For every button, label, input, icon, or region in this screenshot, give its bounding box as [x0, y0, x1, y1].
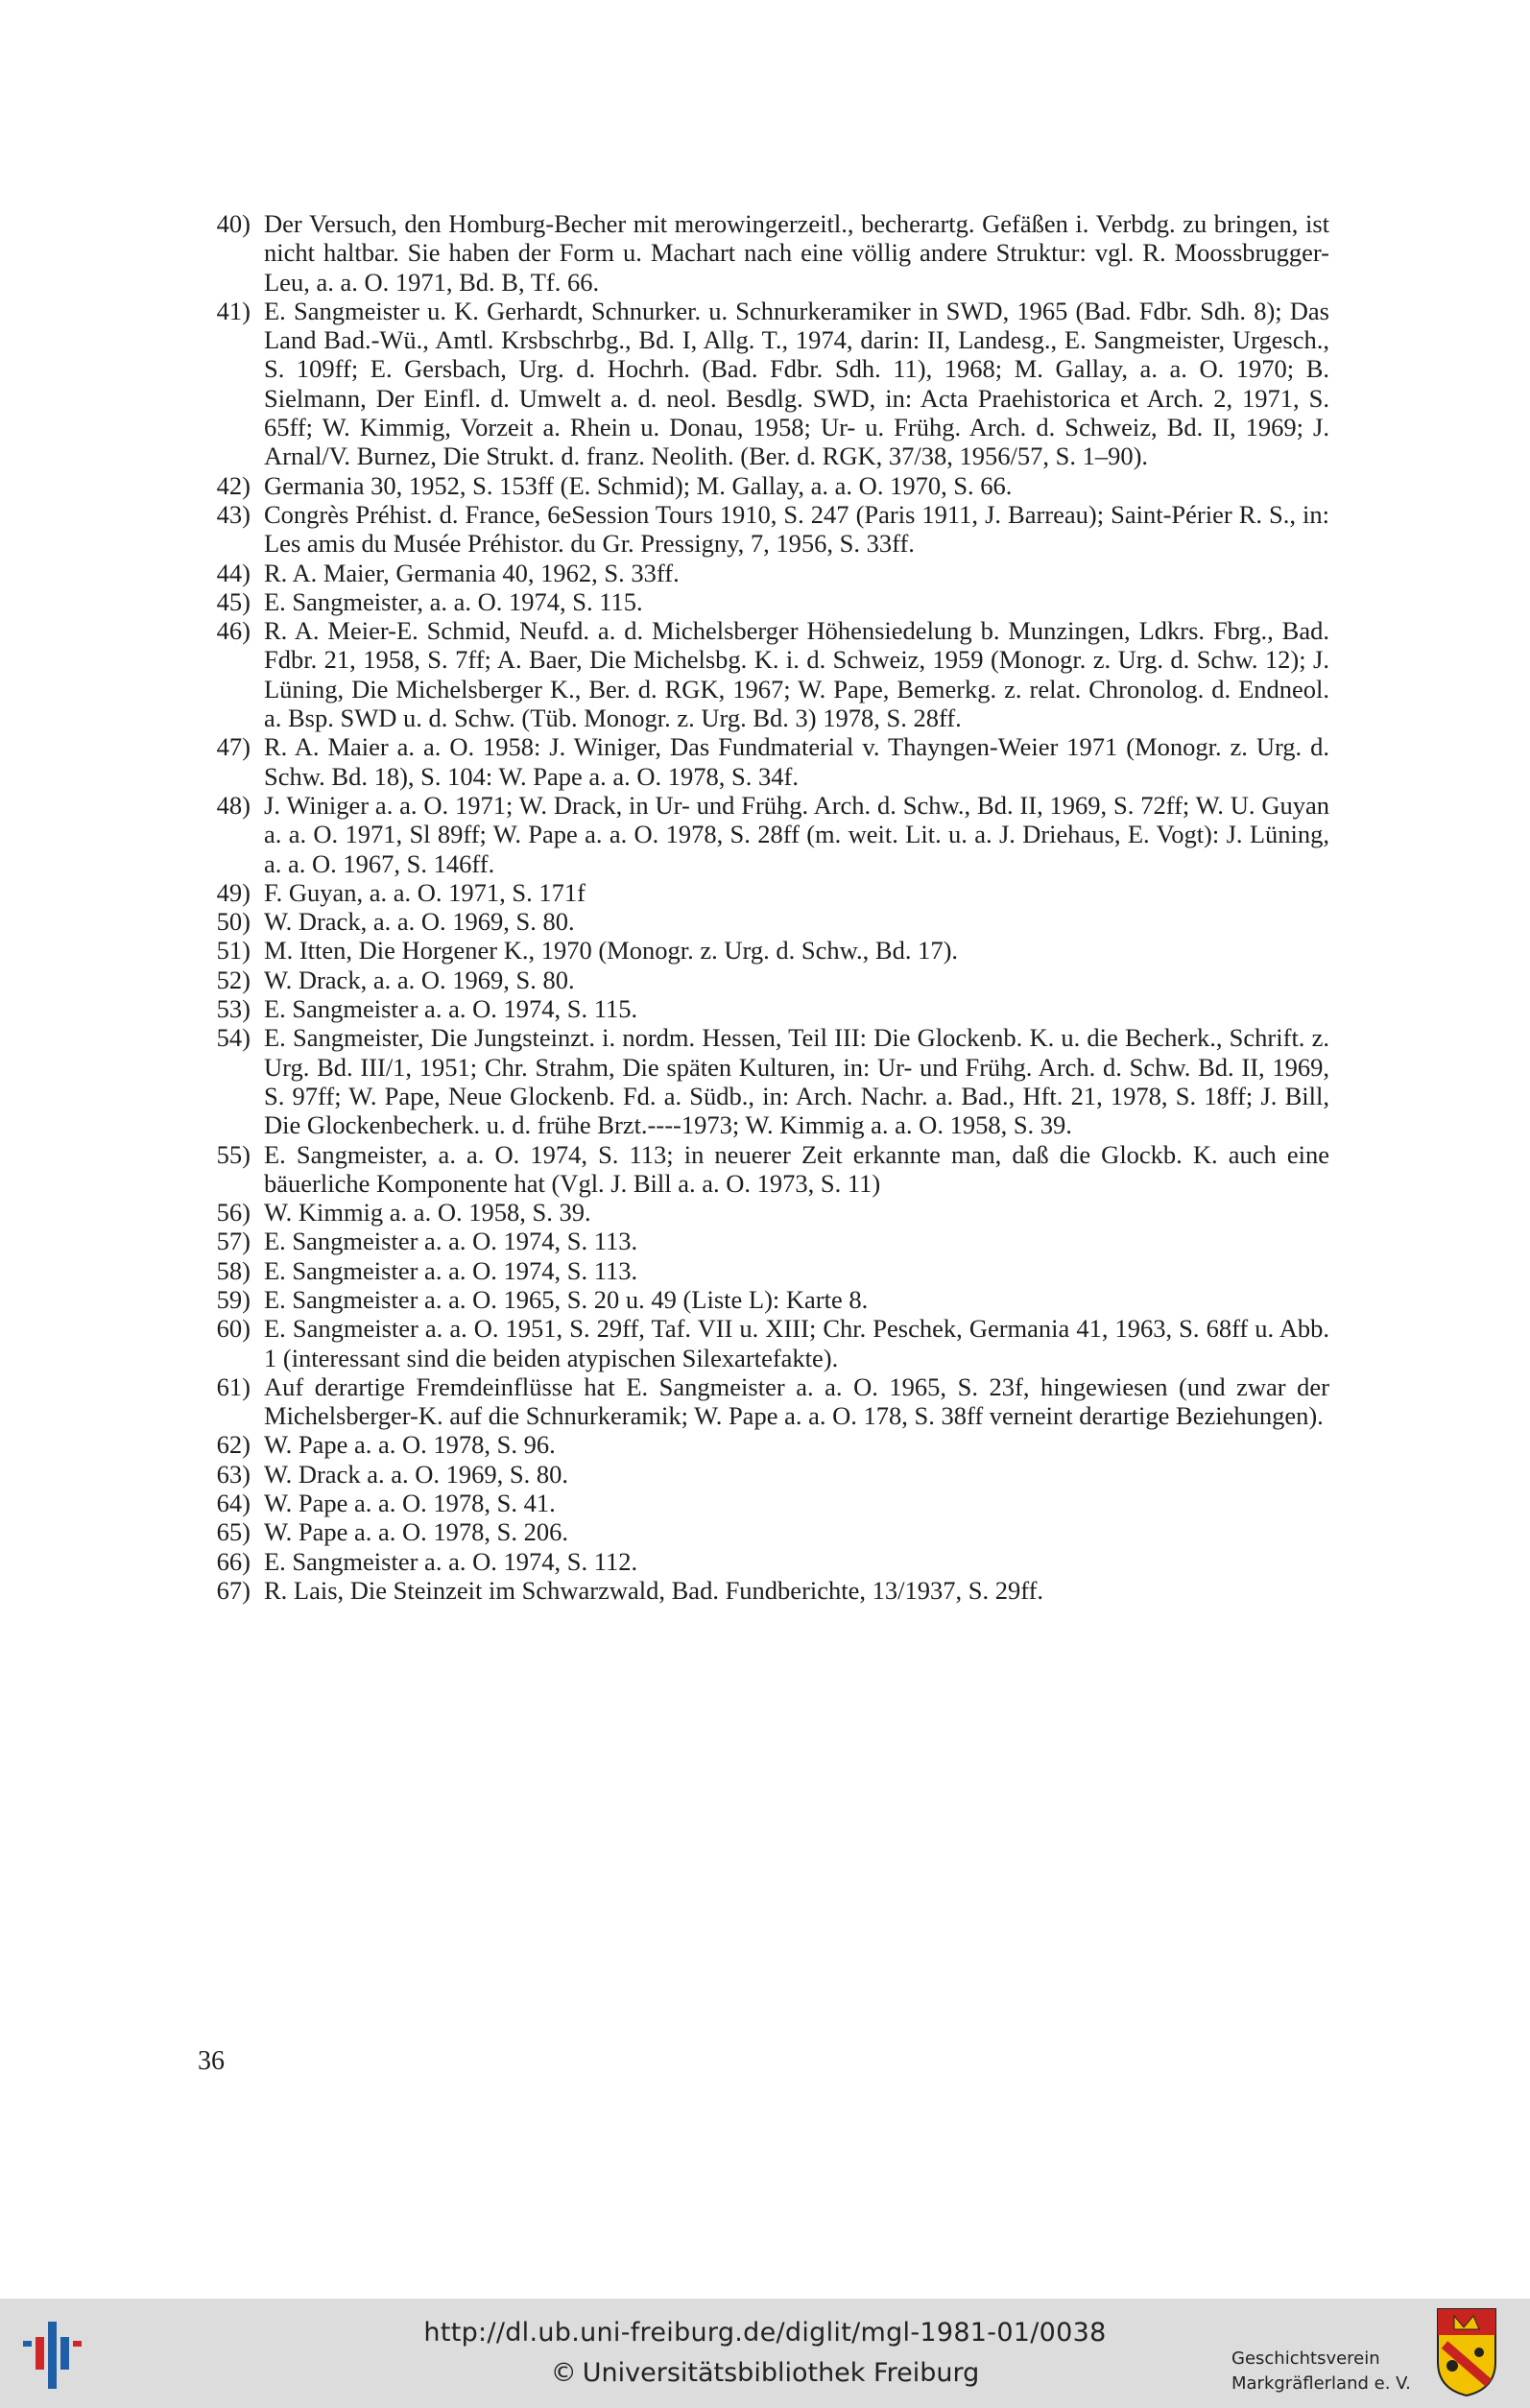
footnote-text: W. Pape a. a. O. 1978, S. 206.	[264, 1517, 568, 1547]
footnote-text: R. Lais, Die Steinzeit im Schwarzwald, Bad. Fundberichte, 13/1937, S. 29ff.	[264, 1575, 1044, 1605]
footnote-number: 56)	[216, 1198, 251, 1228]
footnote-text: M. Itten, Die Horgener K., 1970 (Monogr. z. Urg. d. Schw., Bd. 17).	[264, 936, 959, 966]
coat-of-arms-icon	[1435, 2306, 1498, 2398]
footer-bar	[0, 2299, 1530, 2408]
association-line-1: Geschichtsverein	[1231, 2348, 1380, 2369]
footnote	[197, 936, 1329, 965]
footnote-number: 62)	[216, 1430, 251, 1460]
footnote-text: Der Versuch, den Homburg-Becher mit merowingerzeitl., becherartg. Gefäßen i. Verbdg. zu bringen, ist nicht haltbar. Sie haben der Form u. Machart nach eine völlig andere Struktur: vgl. R. Moossbrugger-Leu, a. a. O. 1971, Bd. B, Tf. 66.	[264, 209, 1329, 297]
footnote-text: F. Guyan, a. a. O. 1971, S. 171f	[264, 877, 586, 907]
footnote-text: E. Sangmeister u. K. Gerhardt, Schnurker. u. Schnurkeramiker in SWD, 1965 (Bad. Fdbr. Sdh. 8); Das Land Bad.-Wü., Amtl. Krsbschrbg., Bd. I, Allg. T., 1974, darin: II, Landesg., E. Sangmeister, Urgesch., S. 109ff; E. Gersbach, Urg. d. Hochrh. (Bad. Fdbr. Sdh. 11), 1968; M. Gallay, a. a. O. 1970; B. Sielmann, Der Einfl. d. Umwelt a. d. neol. Besdlg. SWD, in: Acta Praehistorica et Arch. 2, 1971, S. 65ff; W. Kimmig, Vorzeit a. Rhein u. Donau, 1958; Ur- u. Frühg. Arch. d. Schweiz, Bd. II, 1969; J. Arnal/V. Burnez, Die Strukt. d. franz. Neolith. (Ber. d. RGK, 37/38, 1956/57, S. 1–90).	[264, 296, 1329, 471]
copyright-symbol: ©	[550, 2358, 577, 2388]
footnote	[197, 791, 1329, 878]
footnote-text: W. Kimmig a. a. O. 1958, S. 39.	[264, 1198, 591, 1228]
footnote-text: E. Sangmeister a. a. O. 1974, S. 115.	[264, 994, 638, 1024]
footnote	[197, 1372, 1329, 1431]
footnote	[197, 1023, 1329, 1139]
footnote-number: 53)	[216, 994, 251, 1024]
footnote	[197, 471, 1329, 500]
footnote-text: E. Sangmeister a. a. O. 1965, S. 20 u. 49 (Liste L): Karte 8.	[264, 1284, 869, 1314]
footnote-number: 47)	[216, 732, 251, 762]
footnote	[197, 1517, 1329, 1546]
footnote-text: E. Sangmeister, Die Jungsteinzt. i. nordm. Hessen, Teil III: Die Glockenb. K. u. die Becherk., Schrift. z. Urg. Bd. III/1, 1951; Chr. Strahm, Die späten Kulturen, in: Ur- und Frühg. Arch. d. Schw. Bd. II, 1969, S. 97ff; W. Pape, Neue Glockenb. Fd. a. Südb., in: Arch. Nachr. a. Bad., Hft. 21, 1978, S. 18ff; J. Bill, Die Glockenbecherk. u. d. frühe Brzt.----1973; W. Kimmig a. a. O. 1958, S. 39.	[264, 1023, 1329, 1140]
footnote	[197, 994, 1329, 1023]
footnote-number: 57)	[216, 1227, 251, 1256]
footnote	[197, 1140, 1329, 1199]
footnote-text: Congrès Préhist. d. France, 6eSession Tours 1910, S. 247 (Paris 1911, J. Barreau); Saint-Périer R. S., in: Les amis du Musée Préhistor. du Gr. Pressigny, 7, 1956, S. 33ff.	[264, 499, 1329, 559]
footnote-text: E. Sangmeister a. a. O. 1974, S. 113.	[264, 1227, 638, 1256]
footnote-number: 43)	[216, 499, 251, 529]
footnote-text: E. Sangmeister a. a. O. 1974, S. 113.	[264, 1255, 638, 1285]
footnote-number: 48)	[216, 790, 251, 820]
footnote-text: E. Sangmeister a. a. O. 1974, S. 112.	[264, 1546, 638, 1576]
footnote-text: E. Sangmeister a. a. O. 1951, S. 29ff, Taf. VII u. XIII; Chr. Peschek, Germania 41, 1963, S. 68ff u. Abb. 1 (interessant sind die beiden atypischen Silexartefakte).	[264, 1314, 1329, 1372]
footnote	[197, 1489, 1329, 1517]
footnote-text: E. Sangmeister, a. a. O. 1974, S. 113; in neuerer Zeit erkannte man, daß die Glockb. K. auch eine bäuerliche Komponente hat (Vgl. J. Bill a. a. O. 1973, S. 11)	[264, 1139, 1329, 1198]
footnote-number: 65)	[216, 1517, 251, 1547]
footnote	[197, 1430, 1329, 1459]
footnote-number: 64)	[216, 1489, 251, 1518]
footnote-text: W. Pape a. a. O. 1978, S. 96.	[264, 1430, 556, 1460]
footnote-number: 61)	[216, 1371, 251, 1401]
footnote-number: 55)	[216, 1139, 251, 1169]
footnote-text: W. Drack, a. a. O. 1969, S. 80.	[264, 907, 575, 937]
footnote-number: 59)	[216, 1284, 251, 1314]
footnote-text: R. A. Meier-E. Schmid, Neufd. a. d. Michelsberger Höhensiedelung b. Munzingen, Ldkrs. Fbrg., Bad. Fdbr. 21, 1958, S. 7ff; A. Baer, Die Michelsbg. K. i. d. Schweiz, 1959 (Monogr. z. Urg. d. Schw. 12); J. Lüning, Die Michelsberger K., Ber. d. RGK, 1967; W. Pape, Bemerkg. z. relat. Chronolog. d. Endneol. a. Bsp. SWD u. d. Schw. (Tüb. Monogr. z. Urg. Bd. 3) 1978, S. 28ff.	[264, 616, 1329, 733]
footnote-number: 46)	[216, 616, 251, 646]
footnote-number: 54)	[216, 1023, 251, 1053]
association-name	[1231, 2347, 1411, 2396]
footnote-text: W. Drack a. a. O. 1969, S. 80.	[264, 1459, 568, 1489]
footnote	[197, 966, 1329, 994]
footnote	[197, 907, 1329, 936]
page-number: 36	[198, 2046, 225, 2076]
footnote	[197, 559, 1329, 587]
footnote-text: J. Winiger a. a. O. 1971; W. Drack, in Ur- und Frühg. Arch. d. Schw., Bd. II, 1969, S. 72ff; W. U. Guyan a. a. O. 1971, Sl 89ff; W. Pape a. a. O. 1978, S. 28ff (m. weit. Lit. u. a. J. Driehaus, E. Vogt): J. Lüning, a. a. O. 1967, S. 146ff.	[264, 790, 1329, 878]
copyright-holder: Universitätsbibliothek Freiburg	[582, 2358, 980, 2388]
footnote-number: 40)	[216, 209, 251, 238]
footnote	[197, 732, 1329, 791]
footnote-text: R. A. Maier, Germania 40, 1962, S. 33ff.	[264, 558, 680, 587]
footnote	[197, 500, 1329, 559]
footnote	[197, 297, 1329, 471]
footnote	[197, 616, 1329, 732]
footnote-text: W. Pape a. a. O. 1978, S. 41.	[264, 1489, 556, 1518]
footnote-number: 63)	[216, 1459, 251, 1489]
footnote	[197, 878, 1329, 907]
footnote	[197, 1256, 1329, 1285]
footnote-number: 58)	[216, 1255, 251, 1285]
footnote-number: 49)	[216, 877, 251, 907]
footnote-number: 52)	[216, 965, 251, 994]
association-line-2: Markgräflerland e. V.	[1231, 2373, 1411, 2394]
footnote	[197, 1227, 1329, 1255]
footnote-text: W. Drack, a. a. O. 1969, S. 80.	[264, 965, 575, 994]
footnote	[197, 1285, 1329, 1314]
footnote	[197, 1576, 1329, 1605]
footnote	[197, 587, 1329, 616]
footnote-number: 44)	[216, 558, 251, 587]
footnote-text: Auf derartige Fremdeinflüsse hat E. Sangmeister a. a. O. 1965, S. 23f, hingewiesen (und zwar der Michelsberger-K. auf die Schnurkeramik; W. Pape a. a. O. 178, S. 38ff verneint derartige Beziehungen).	[264, 1371, 1329, 1431]
footnote-number: 42)	[216, 470, 251, 500]
footnote-number: 67)	[216, 1575, 251, 1605]
footnote-number: 41)	[216, 296, 251, 325]
footnotes	[197, 209, 1329, 1605]
footnote-number: 66)	[216, 1546, 251, 1576]
footnote-number: 50)	[216, 907, 251, 937]
footnote-number: 60)	[216, 1314, 251, 1344]
footnote-text: R. A. Maier a. a. O. 1958: J. Winiger, Das Fundmaterial v. Thayngen-Weier 1971 (Monogr. z. Urg. d. Schw. Bd. 18), S. 104: W. Pape a. a. O. 1978, S. 34f.	[264, 732, 1329, 791]
footnote	[197, 1198, 1329, 1227]
footnote	[197, 1460, 1329, 1489]
footnote	[197, 1314, 1329, 1372]
footnote-number: 45)	[216, 586, 251, 616]
footnote	[197, 1547, 1329, 1576]
document-url-link[interactable]: http://dl.ub.uni-freiburg.de/diglit/mgl-1981-01/0038	[423, 2318, 1107, 2348]
footnote-text: Germania 30, 1952, S. 153ff (E. Schmid); M. Gallay, a. a. O. 1970, S. 66.	[264, 470, 1013, 500]
footnote-text: E. Sangmeister, a. a. O. 1974, S. 115.	[264, 586, 643, 616]
footnote	[197, 209, 1329, 297]
footnote-number: 51)	[216, 936, 251, 966]
